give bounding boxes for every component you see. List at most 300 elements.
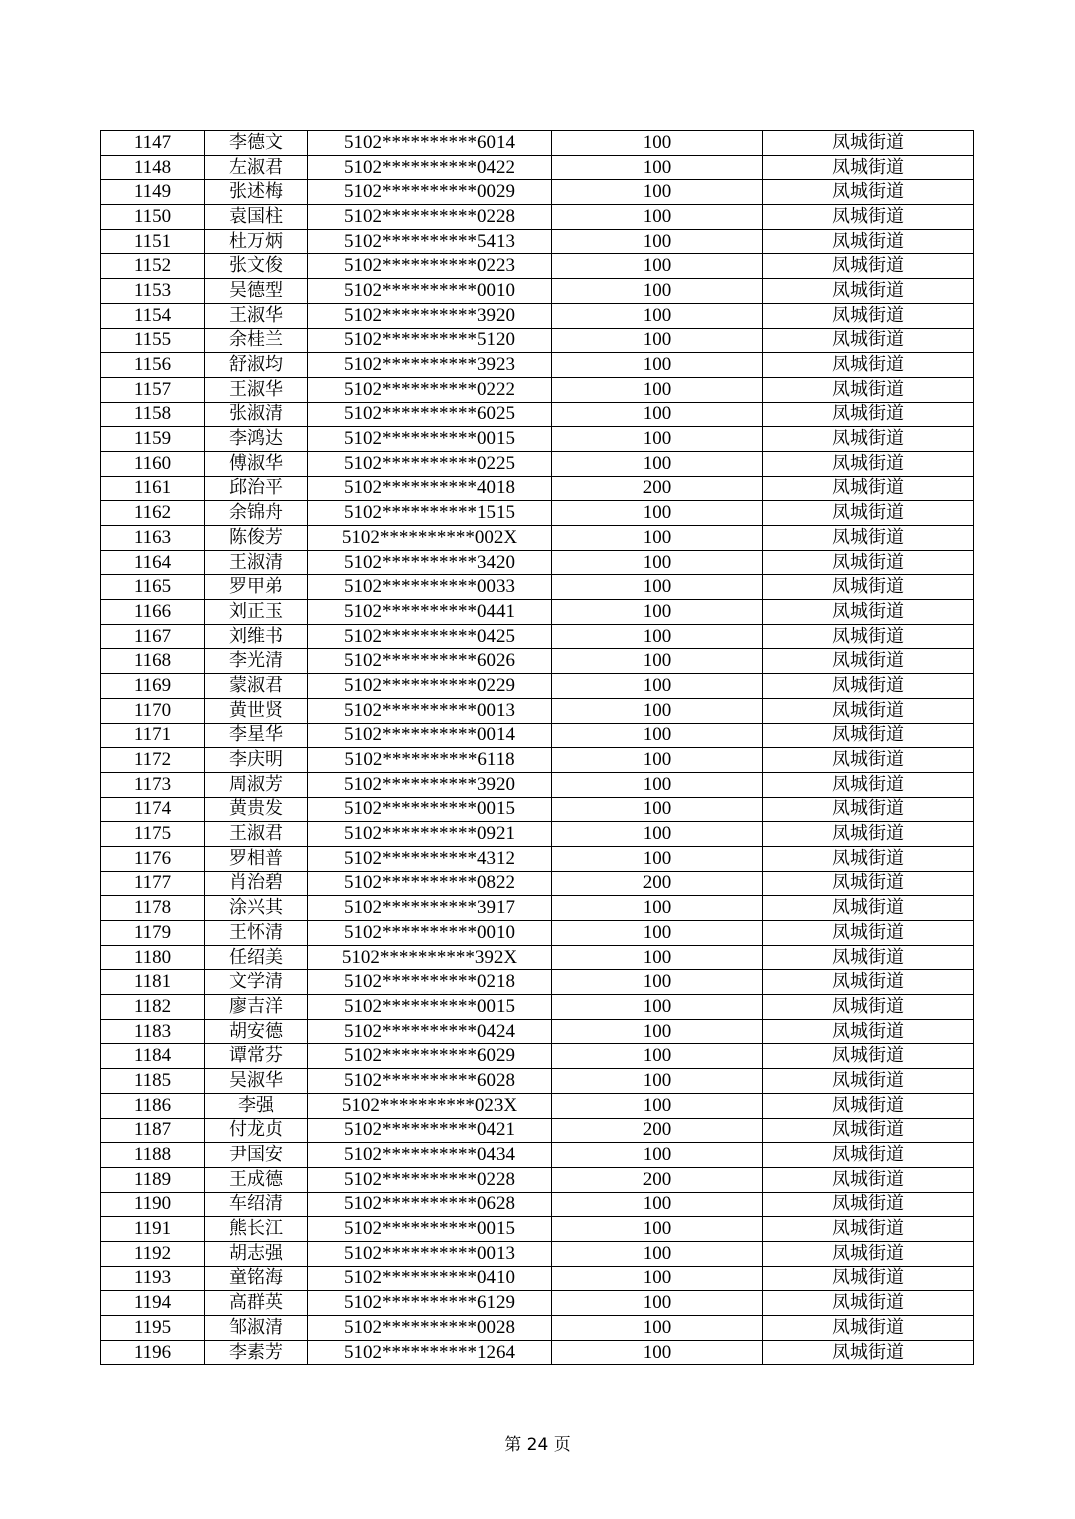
street-cell: 凤城街道 <box>763 600 974 625</box>
street-cell: 凤城街道 <box>763 748 974 773</box>
street-cell: 凤城街道 <box>763 1291 974 1316</box>
id-number-cell: 5102**********4018 <box>308 476 552 501</box>
street-cell: 凤城街道 <box>763 1019 974 1044</box>
serial-number-cell: 1174 <box>101 797 205 822</box>
name-cell: 李素芳 <box>205 1340 308 1365</box>
street-cell: 凤城街道 <box>763 180 974 205</box>
id-number-cell: 5102**********3923 <box>308 353 552 378</box>
id-number-cell: 5102**********0228 <box>308 205 552 230</box>
amount-cell: 100 <box>552 600 763 625</box>
name-cell: 傅淑华 <box>205 451 308 476</box>
street-cell: 凤城街道 <box>763 649 974 674</box>
id-number-cell: 5102**********0425 <box>308 624 552 649</box>
table-row <box>101 254 974 279</box>
serial-number-cell: 1190 <box>101 1192 205 1217</box>
id-number-cell: 5102**********0015 <box>308 995 552 1020</box>
amount-cell: 100 <box>552 723 763 748</box>
serial-number-cell: 1171 <box>101 723 205 748</box>
name-cell: 袁国柱 <box>205 205 308 230</box>
page-number: 第 24 页 <box>504 1435 571 1455</box>
id-number-cell: 5102**********0014 <box>308 723 552 748</box>
table-row <box>101 1291 974 1316</box>
amount-cell: 100 <box>552 229 763 254</box>
serial-number-cell: 1176 <box>101 846 205 871</box>
amount-cell: 100 <box>552 1340 763 1365</box>
serial-number-cell: 1162 <box>101 501 205 526</box>
id-number-cell: 5102**********0628 <box>308 1192 552 1217</box>
id-number-cell: 5102**********023X <box>308 1093 552 1118</box>
amount-cell: 100 <box>552 550 763 575</box>
serial-number-cell: 1177 <box>101 871 205 896</box>
id-number-cell: 5102**********6118 <box>308 748 552 773</box>
street-cell: 凤城街道 <box>763 945 974 970</box>
street-cell: 凤城街道 <box>763 797 974 822</box>
id-number-cell: 5102**********0222 <box>308 377 552 402</box>
serial-number-cell: 1168 <box>101 649 205 674</box>
amount-cell: 100 <box>552 575 763 600</box>
serial-number-cell: 1172 <box>101 748 205 773</box>
serial-number-cell: 1158 <box>101 402 205 427</box>
amount-cell: 100 <box>552 254 763 279</box>
amount-cell: 100 <box>552 921 763 946</box>
street-cell: 凤城街道 <box>763 1093 974 1118</box>
table-row <box>101 1143 974 1168</box>
street-cell: 凤城街道 <box>763 995 974 1020</box>
serial-number-cell: 1154 <box>101 303 205 328</box>
serial-number-cell: 1192 <box>101 1241 205 1266</box>
serial-number-cell: 1170 <box>101 698 205 723</box>
amount-cell: 100 <box>552 501 763 526</box>
id-number-cell: 5102**********6028 <box>308 1069 552 1094</box>
table-row <box>101 1217 974 1242</box>
table-row <box>101 229 974 254</box>
street-cell: 凤城街道 <box>763 1044 974 1069</box>
serial-number-cell: 1164 <box>101 550 205 575</box>
name-cell: 陈俊芳 <box>205 526 308 551</box>
name-cell: 罗相普 <box>205 846 308 871</box>
amount-cell: 100 <box>552 1266 763 1291</box>
serial-number-cell: 1183 <box>101 1019 205 1044</box>
amount-cell: 100 <box>552 1093 763 1118</box>
id-number-cell: 5102**********1264 <box>308 1340 552 1365</box>
serial-number-cell: 1188 <box>101 1143 205 1168</box>
street-cell: 凤城街道 <box>763 921 974 946</box>
amount-cell: 100 <box>552 945 763 970</box>
street-cell: 凤城街道 <box>763 279 974 304</box>
table-row <box>101 205 974 230</box>
street-cell: 凤城街道 <box>763 698 974 723</box>
name-cell: 李星华 <box>205 723 308 748</box>
street-cell: 凤城街道 <box>763 328 974 353</box>
serial-number-cell: 1191 <box>101 1217 205 1242</box>
name-cell: 罗甲弟 <box>205 575 308 600</box>
name-cell: 刘维书 <box>205 624 308 649</box>
id-number-cell: 5102**********1515 <box>308 501 552 526</box>
amount-cell: 100 <box>552 205 763 230</box>
id-number-cell: 5102**********3920 <box>308 772 552 797</box>
serial-number-cell: 1195 <box>101 1316 205 1341</box>
street-cell: 凤城街道 <box>763 970 974 995</box>
amount-cell: 100 <box>552 822 763 847</box>
amount-cell: 200 <box>552 1118 763 1143</box>
street-cell: 凤城街道 <box>763 1069 974 1094</box>
serial-number-cell: 1186 <box>101 1093 205 1118</box>
table-row <box>101 328 974 353</box>
serial-number-cell: 1156 <box>101 353 205 378</box>
amount-cell: 100 <box>552 1217 763 1242</box>
street-cell: 凤城街道 <box>763 1167 974 1192</box>
amount-cell: 100 <box>552 328 763 353</box>
street-cell: 凤城街道 <box>763 254 974 279</box>
amount-cell: 100 <box>552 1241 763 1266</box>
table-row <box>101 402 974 427</box>
table-row <box>101 476 974 501</box>
name-cell: 黄贵发 <box>205 797 308 822</box>
table-row <box>101 1192 974 1217</box>
amount-cell: 100 <box>552 303 763 328</box>
name-cell: 余桂兰 <box>205 328 308 353</box>
table-row <box>101 995 974 1020</box>
street-cell: 凤城街道 <box>763 1340 974 1365</box>
id-number-cell: 5102**********0015 <box>308 1217 552 1242</box>
serial-number-cell: 1179 <box>101 921 205 946</box>
name-cell: 杜万炳 <box>205 229 308 254</box>
serial-number-cell: 1193 <box>101 1266 205 1291</box>
table-row <box>101 1266 974 1291</box>
amount-cell: 100 <box>552 526 763 551</box>
serial-number-cell: 1187 <box>101 1118 205 1143</box>
table-row <box>101 451 974 476</box>
id-number-cell: 5102**********4312 <box>308 846 552 871</box>
id-number-cell: 5102**********0410 <box>308 1266 552 1291</box>
id-number-cell: 5102**********0010 <box>308 279 552 304</box>
id-number-cell: 5102**********0822 <box>308 871 552 896</box>
serial-number-cell: 1152 <box>101 254 205 279</box>
street-cell: 凤城街道 <box>763 476 974 501</box>
name-cell: 邹淑清 <box>205 1316 308 1341</box>
table-row <box>101 303 974 328</box>
amount-cell: 100 <box>552 649 763 674</box>
name-cell: 涂兴其 <box>205 896 308 921</box>
name-cell: 车绍清 <box>205 1192 308 1217</box>
serial-number-cell: 1165 <box>101 575 205 600</box>
street-cell: 凤城街道 <box>763 427 974 452</box>
amount-cell: 100 <box>552 896 763 921</box>
name-cell: 刘正玉 <box>205 600 308 625</box>
serial-number-cell: 1151 <box>101 229 205 254</box>
amount-cell: 100 <box>552 1069 763 1094</box>
amount-cell: 100 <box>552 748 763 773</box>
serial-number-cell: 1185 <box>101 1069 205 1094</box>
street-cell: 凤城街道 <box>763 550 974 575</box>
table-row <box>101 698 974 723</box>
street-cell: 凤城街道 <box>763 229 974 254</box>
serial-number-cell: 1180 <box>101 945 205 970</box>
amount-cell: 100 <box>552 1316 763 1341</box>
id-number-cell: 5102**********5413 <box>308 229 552 254</box>
table-row <box>101 649 974 674</box>
street-cell: 凤城街道 <box>763 723 974 748</box>
name-cell: 熊长江 <box>205 1217 308 1242</box>
name-cell: 胡安德 <box>205 1019 308 1044</box>
table-row <box>101 748 974 773</box>
table-row <box>101 1167 974 1192</box>
roster-table <box>100 130 974 1365</box>
street-cell: 凤城街道 <box>763 871 974 896</box>
name-cell: 李德文 <box>205 131 308 156</box>
id-number-cell: 5102**********5120 <box>308 328 552 353</box>
street-cell: 凤城街道 <box>763 1192 974 1217</box>
id-number-cell: 5102**********3920 <box>308 303 552 328</box>
amount-cell: 100 <box>552 970 763 995</box>
table-row <box>101 1316 974 1341</box>
table-row <box>101 772 974 797</box>
serial-number-cell: 1147 <box>101 131 205 156</box>
amount-cell: 100 <box>552 624 763 649</box>
serial-number-cell: 1148 <box>101 155 205 180</box>
id-number-cell: 5102**********0921 <box>308 822 552 847</box>
street-cell: 凤城街道 <box>763 575 974 600</box>
serial-number-cell: 1153 <box>101 279 205 304</box>
amount-cell: 100 <box>552 427 763 452</box>
table-row <box>101 427 974 452</box>
table-row <box>101 896 974 921</box>
id-number-cell: 5102**********0434 <box>308 1143 552 1168</box>
id-number-cell: 5102**********0015 <box>308 797 552 822</box>
street-cell: 凤城街道 <box>763 353 974 378</box>
street-cell: 凤城街道 <box>763 501 974 526</box>
id-number-cell: 5102**********0013 <box>308 698 552 723</box>
id-number-cell: 5102**********0223 <box>308 254 552 279</box>
serial-number-cell: 1160 <box>101 451 205 476</box>
amount-cell: 100 <box>552 772 763 797</box>
table-row <box>101 279 974 304</box>
id-number-cell: 5102**********0441 <box>308 600 552 625</box>
amount-cell: 100 <box>552 180 763 205</box>
amount-cell: 100 <box>552 131 763 156</box>
id-number-cell: 5102**********392X <box>308 945 552 970</box>
table-row <box>101 1118 974 1143</box>
serial-number-cell: 1167 <box>101 624 205 649</box>
name-cell: 黄世贤 <box>205 698 308 723</box>
amount-cell: 100 <box>552 674 763 699</box>
table-row <box>101 945 974 970</box>
table-row <box>101 723 974 748</box>
serial-number-cell: 1161 <box>101 476 205 501</box>
table-row <box>101 797 974 822</box>
id-number-cell: 5102**********0225 <box>308 451 552 476</box>
serial-number-cell: 1166 <box>101 600 205 625</box>
table-row <box>101 624 974 649</box>
name-cell: 李光清 <box>205 649 308 674</box>
table-row <box>101 526 974 551</box>
name-cell: 舒淑均 <box>205 353 308 378</box>
table-row <box>101 377 974 402</box>
serial-number-cell: 1182 <box>101 995 205 1020</box>
amount-cell: 100 <box>552 1192 763 1217</box>
table-row <box>101 353 974 378</box>
serial-number-cell: 1184 <box>101 1044 205 1069</box>
id-number-cell: 5102**********0422 <box>308 155 552 180</box>
street-cell: 凤城街道 <box>763 674 974 699</box>
name-cell: 童铭海 <box>205 1266 308 1291</box>
name-cell: 文学清 <box>205 970 308 995</box>
serial-number-cell: 1157 <box>101 377 205 402</box>
table-row <box>101 600 974 625</box>
id-number-cell: 5102**********0424 <box>308 1019 552 1044</box>
table-row <box>101 1019 974 1044</box>
name-cell: 李鸿达 <box>205 427 308 452</box>
id-number-cell: 5102**********0228 <box>308 1167 552 1192</box>
amount-cell: 100 <box>552 1291 763 1316</box>
id-number-cell: 5102**********002X <box>308 526 552 551</box>
table-row <box>101 180 974 205</box>
street-cell: 凤城街道 <box>763 451 974 476</box>
amount-cell: 200 <box>552 476 763 501</box>
amount-cell: 100 <box>552 995 763 1020</box>
name-cell: 吴德型 <box>205 279 308 304</box>
id-number-cell: 5102**********0229 <box>308 674 552 699</box>
id-number-cell: 5102**********0028 <box>308 1316 552 1341</box>
street-cell: 凤城街道 <box>763 303 974 328</box>
id-number-cell: 5102**********3917 <box>308 896 552 921</box>
table-row <box>101 871 974 896</box>
name-cell: 周淑芳 <box>205 772 308 797</box>
table-row <box>101 1044 974 1069</box>
amount-cell: 100 <box>552 1044 763 1069</box>
name-cell: 李强 <box>205 1093 308 1118</box>
name-cell: 吴淑华 <box>205 1069 308 1094</box>
amount-cell: 100 <box>552 797 763 822</box>
id-number-cell: 5102**********0029 <box>308 180 552 205</box>
name-cell: 余锦舟 <box>205 501 308 526</box>
id-number-cell: 5102**********3420 <box>308 550 552 575</box>
name-cell: 邱治平 <box>205 476 308 501</box>
amount-cell: 200 <box>552 1167 763 1192</box>
amount-cell: 100 <box>552 279 763 304</box>
amount-cell: 100 <box>552 451 763 476</box>
name-cell: 高群英 <box>205 1291 308 1316</box>
name-cell: 廖吉洋 <box>205 995 308 1020</box>
id-number-cell: 5102**********6129 <box>308 1291 552 1316</box>
street-cell: 凤城街道 <box>763 131 974 156</box>
street-cell: 凤城街道 <box>763 155 974 180</box>
amount-cell: 200 <box>552 871 763 896</box>
name-cell: 王淑君 <box>205 822 308 847</box>
table-row <box>101 501 974 526</box>
name-cell: 王成德 <box>205 1167 308 1192</box>
serial-number-cell: 1189 <box>101 1167 205 1192</box>
street-cell: 凤城街道 <box>763 1316 974 1341</box>
name-cell: 王淑清 <box>205 550 308 575</box>
serial-number-cell: 1169 <box>101 674 205 699</box>
name-cell: 张淑清 <box>205 402 308 427</box>
street-cell: 凤城街道 <box>763 402 974 427</box>
street-cell: 凤城街道 <box>763 1217 974 1242</box>
name-cell: 王淑华 <box>205 303 308 328</box>
name-cell: 尹国安 <box>205 1143 308 1168</box>
amount-cell: 100 <box>552 1019 763 1044</box>
table-row <box>101 155 974 180</box>
serial-number-cell: 1181 <box>101 970 205 995</box>
table-row <box>101 131 974 156</box>
serial-number-cell: 1194 <box>101 1291 205 1316</box>
name-cell: 李庆明 <box>205 748 308 773</box>
id-number-cell: 5102**********0010 <box>308 921 552 946</box>
id-number-cell: 5102**********0218 <box>308 970 552 995</box>
amount-cell: 100 <box>552 353 763 378</box>
table-row <box>101 1069 974 1094</box>
id-number-cell: 5102**********6014 <box>308 131 552 156</box>
amount-cell: 100 <box>552 377 763 402</box>
table-row <box>101 822 974 847</box>
amount-cell: 100 <box>552 402 763 427</box>
serial-number-cell: 1175 <box>101 822 205 847</box>
serial-number-cell: 1159 <box>101 427 205 452</box>
id-number-cell: 5102**********0015 <box>308 427 552 452</box>
street-cell: 凤城街道 <box>763 896 974 921</box>
serial-number-cell: 1173 <box>101 772 205 797</box>
name-cell: 肖治碧 <box>205 871 308 896</box>
street-cell: 凤城街道 <box>763 846 974 871</box>
amount-cell: 100 <box>552 698 763 723</box>
name-cell: 左淑君 <box>205 155 308 180</box>
street-cell: 凤城街道 <box>763 205 974 230</box>
id-number-cell: 5102**********0033 <box>308 575 552 600</box>
street-cell: 凤城街道 <box>763 526 974 551</box>
id-number-cell: 5102**********6025 <box>308 402 552 427</box>
amount-cell: 100 <box>552 1143 763 1168</box>
table-row <box>101 921 974 946</box>
street-cell: 凤城街道 <box>763 772 974 797</box>
name-cell: 王淑华 <box>205 377 308 402</box>
serial-number-cell: 1155 <box>101 328 205 353</box>
name-cell: 张文俊 <box>205 254 308 279</box>
serial-number-cell: 1196 <box>101 1340 205 1365</box>
id-number-cell: 5102**********0421 <box>308 1118 552 1143</box>
name-cell: 张述梅 <box>205 180 308 205</box>
table-row <box>101 1241 974 1266</box>
table-row <box>101 674 974 699</box>
street-cell: 凤城街道 <box>763 1241 974 1266</box>
street-cell: 凤城街道 <box>763 377 974 402</box>
roster-table-body <box>101 131 974 1365</box>
name-cell: 蒙淑君 <box>205 674 308 699</box>
street-cell: 凤城街道 <box>763 822 974 847</box>
name-cell: 谭常芬 <box>205 1044 308 1069</box>
table-row <box>101 575 974 600</box>
amount-cell: 100 <box>552 846 763 871</box>
name-cell: 付龙贞 <box>205 1118 308 1143</box>
serial-number-cell: 1178 <box>101 896 205 921</box>
street-cell: 凤城街道 <box>763 1118 974 1143</box>
name-cell: 任绍美 <box>205 945 308 970</box>
serial-number-cell: 1163 <box>101 526 205 551</box>
table-row <box>101 550 974 575</box>
amount-cell: 100 <box>552 155 763 180</box>
street-cell: 凤城街道 <box>763 1266 974 1291</box>
table-row <box>101 1093 974 1118</box>
id-number-cell: 5102**********6026 <box>308 649 552 674</box>
serial-number-cell: 1150 <box>101 205 205 230</box>
id-number-cell: 5102**********6029 <box>308 1044 552 1069</box>
street-cell: 凤城街道 <box>763 1143 974 1168</box>
id-number-cell: 5102**********0013 <box>308 1241 552 1266</box>
table-row <box>101 1340 974 1365</box>
name-cell: 胡志强 <box>205 1241 308 1266</box>
table-row <box>101 846 974 871</box>
street-cell: 凤城街道 <box>763 624 974 649</box>
